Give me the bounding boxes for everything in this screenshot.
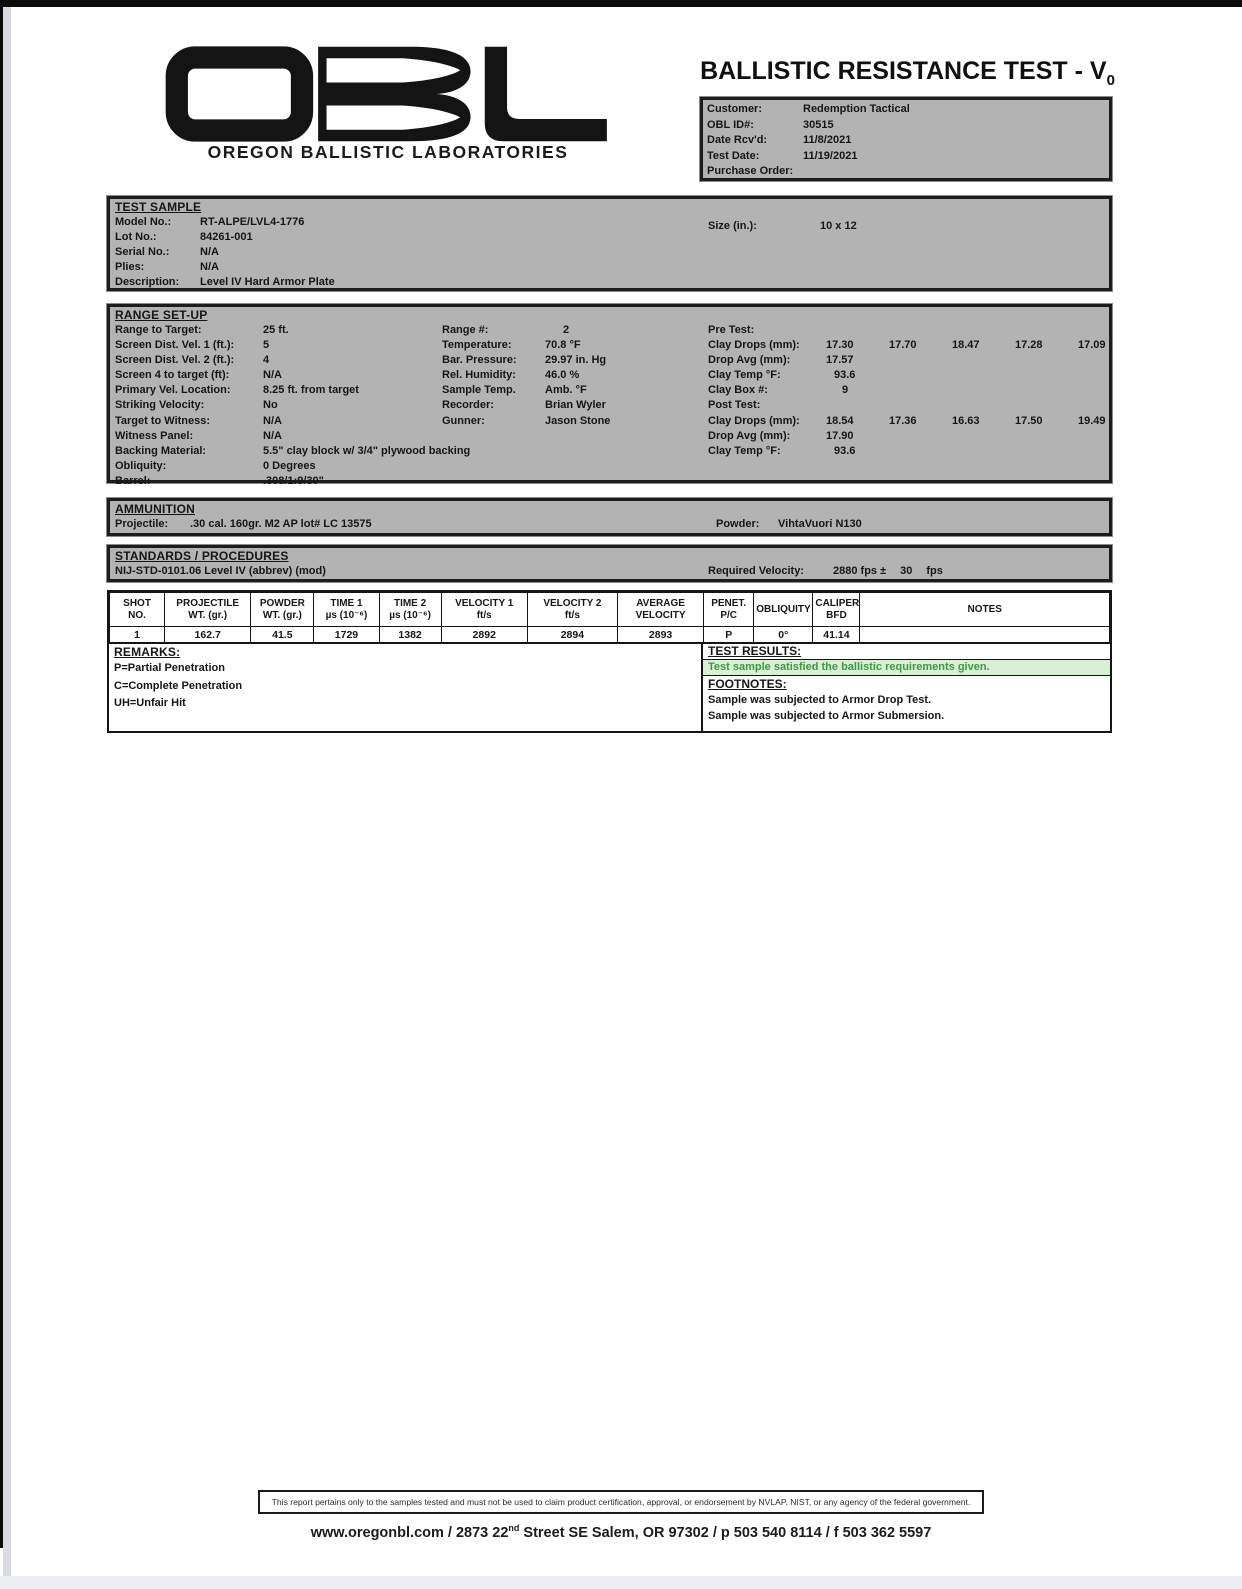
field-value: 84261-001 bbox=[200, 231, 253, 244]
field-label: Temperature: bbox=[442, 339, 512, 352]
field-value: Level IV Hard Armor Plate bbox=[200, 276, 335, 289]
results-panel bbox=[703, 644, 1110, 731]
info-row-date-received bbox=[707, 133, 1105, 149]
col-header-obliquity: OBLIQUITY bbox=[754, 592, 813, 627]
required-velocity-tolerance: 30 bbox=[900, 565, 913, 577]
field-value: N/A bbox=[200, 246, 219, 259]
field-label: Witness Panel: bbox=[115, 429, 194, 442]
col-header-time-2: TIME 2 µs (10⁻⁶) bbox=[379, 592, 441, 627]
required-velocity-value: 2880 fps ± bbox=[833, 565, 887, 577]
post-drop-avg-row bbox=[708, 429, 1141, 444]
required-velocity-unit: fps bbox=[926, 565, 943, 577]
field-row-description bbox=[115, 275, 1104, 290]
section-heading-range-setup: RANGE SET-UP bbox=[115, 308, 208, 322]
customer-info-box bbox=[700, 97, 1112, 181]
remarks-panel bbox=[109, 644, 703, 731]
field-label: Customer: bbox=[707, 103, 763, 115]
field-value: Amb. °F bbox=[545, 384, 587, 397]
field-row bbox=[442, 353, 610, 368]
report-title bbox=[700, 57, 1115, 89]
section-heading-footnotes: FOOTNOTES: bbox=[708, 677, 787, 691]
report-title-subscript: 0 bbox=[1106, 72, 1115, 89]
field-row bbox=[442, 338, 610, 353]
field-value: 30515 bbox=[803, 118, 834, 131]
field-label: Clay Temp °F: bbox=[708, 369, 781, 382]
remark-line: P=Partial Penetration bbox=[114, 662, 225, 674]
field-value: Redemption Tactical bbox=[803, 103, 910, 115]
field-label: Range to Target: bbox=[115, 324, 202, 336]
field-row bbox=[442, 368, 610, 383]
col-header-velocity-1: VELOCITY 1 ft/s bbox=[441, 592, 527, 627]
clay-drop-value: 16.63 bbox=[952, 414, 980, 427]
field-label: Bar. Pressure: bbox=[442, 354, 517, 367]
field-value: N/A bbox=[263, 429, 282, 442]
field-label: Gunner: bbox=[442, 414, 485, 427]
field-value: 0 Degrees bbox=[263, 459, 316, 472]
col-header-powder-wt: POWDER WT. (gr.) bbox=[251, 592, 314, 627]
field-row-size bbox=[708, 220, 857, 232]
field-label: Model No.: bbox=[115, 216, 172, 228]
remark-line: UH=Unfair Hit bbox=[114, 697, 186, 709]
field-label: Rel. Humidity: bbox=[442, 369, 516, 382]
field-row bbox=[115, 323, 470, 338]
info-row-purchase-order bbox=[707, 164, 1105, 180]
scan-artifact-left-edge bbox=[0, 0, 3, 1548]
field-row bbox=[115, 353, 470, 368]
field-label: Serial No.: bbox=[115, 246, 170, 259]
cell-velocity-1: 2892 bbox=[441, 627, 527, 644]
cell-time-2: 1382 bbox=[379, 627, 441, 644]
field-row-serial-no bbox=[115, 245, 1104, 260]
field-label: Obliquity: bbox=[115, 459, 167, 472]
field-value: 5.5" clay block w/ 3/4" plywood backing bbox=[263, 444, 471, 457]
table-header-row bbox=[109, 592, 1111, 627]
range-setup-middle-column bbox=[442, 323, 610, 429]
pre-clay-temp-row bbox=[708, 368, 1141, 383]
footnote-line: Sample was subjected to Armor Submersion. bbox=[708, 710, 945, 722]
field-label: Sample Temp. bbox=[442, 384, 516, 397]
field-label: Clay Drops (mm): bbox=[708, 414, 800, 427]
clay-drop-value: 17.30 bbox=[826, 339, 854, 352]
field-value: N/A bbox=[263, 414, 282, 427]
company-name: OREGON BALLISTIC LABORATORIES bbox=[207, 142, 569, 162]
cell-penetration: P bbox=[704, 627, 754, 644]
cell-powder-wt: 41.5 bbox=[251, 627, 314, 644]
col-header-penetration: PENET. P/C bbox=[704, 592, 754, 627]
remark-line: C=Complete Penetration bbox=[114, 679, 243, 692]
field-value: .30 cal. 160gr. M2 AP lot# LC 13575 bbox=[190, 518, 372, 530]
field-value: 25 ft. bbox=[263, 324, 289, 336]
field-row bbox=[442, 414, 610, 429]
field-value: 9 bbox=[842, 384, 849, 397]
field-label: Primary Vel. Location: bbox=[115, 384, 231, 397]
field-row bbox=[442, 398, 610, 413]
range-setup-section bbox=[107, 304, 1112, 487]
field-label: Drop Avg (mm): bbox=[708, 429, 791, 442]
field-row bbox=[442, 383, 610, 398]
field-label: Clay Box #: bbox=[708, 384, 768, 397]
section-heading-ammunition: AMMUNITION bbox=[115, 502, 195, 516]
obl-logo-icon bbox=[118, 46, 658, 142]
field-row bbox=[115, 444, 470, 459]
field-row bbox=[115, 459, 470, 474]
clay-drop-value: 17.28 bbox=[1015, 339, 1043, 352]
section-heading-test-sample: TEST SAMPLE bbox=[115, 200, 202, 214]
field-row bbox=[115, 474, 470, 489]
field-label: Range #: bbox=[442, 324, 489, 336]
clay-box-row bbox=[708, 383, 1141, 398]
disclaimer-box: This report pertains only to the samples tested and must not be used to claim product certification, approval, or endorsement by NVLAP. NIST, or any agency of the federal government. bbox=[258, 1490, 984, 1514]
field-value: 93.6 bbox=[834, 369, 856, 382]
clay-drop-value: 19.49 bbox=[1078, 414, 1106, 427]
field-label: Screen 4 to target (ft): bbox=[115, 369, 230, 382]
field-value: 2 bbox=[563, 324, 570, 336]
field-value: 11/8/2021 bbox=[803, 134, 852, 146]
field-value: Jason Stone bbox=[545, 414, 611, 427]
field-label: Recorder: bbox=[442, 399, 494, 412]
field-value: N/A bbox=[263, 369, 282, 382]
footer-address-text: Street SE Salem, OR 97302 / p 503 540 8114 / f 503 362 5597 bbox=[519, 1524, 932, 1541]
scan-artifact-left-shadow bbox=[3, 7, 11, 1589]
clay-drop-value: 17.70 bbox=[889, 339, 917, 352]
field-label: Test Date: bbox=[707, 149, 760, 162]
field-row bbox=[115, 383, 470, 398]
field-row-model-no bbox=[115, 215, 1104, 230]
field-row-required-velocity bbox=[708, 565, 943, 577]
footer-address-text: www.oregonbl.com / 2873 22 bbox=[310, 1524, 509, 1541]
field-label: Plies: bbox=[115, 261, 145, 274]
field-label: Required Velocity: bbox=[708, 565, 804, 577]
ammunition-section bbox=[107, 498, 1112, 536]
field-value: RT-ALPE/LVL4-1776 bbox=[200, 216, 305, 228]
field-row-plies bbox=[115, 260, 1104, 275]
pre-test-label bbox=[708, 323, 1141, 338]
clay-drop-value: 17.09 bbox=[1078, 339, 1106, 352]
col-header-projectile-wt: PROJECTILE WT. (gr.) bbox=[165, 592, 251, 627]
field-value: 17.90 bbox=[826, 429, 854, 442]
field-row bbox=[442, 323, 610, 338]
standard-name: NIJ-STD-0101.06 Level IV (abbrev) (mod) bbox=[115, 565, 326, 577]
standards-section bbox=[107, 545, 1112, 582]
field-value: 5 bbox=[263, 339, 270, 352]
field-value: 8.25 ft. from target bbox=[263, 384, 359, 397]
cell-projectile-wt: 162.7 bbox=[165, 627, 251, 644]
field-value: 93.6 bbox=[834, 444, 856, 457]
info-row-test-date bbox=[707, 149, 1105, 165]
field-label: Projectile: bbox=[115, 518, 169, 530]
cell-obliquity: 0° bbox=[754, 627, 813, 644]
section-heading-remarks: REMARKS: bbox=[114, 645, 181, 659]
post-clay-drops-row bbox=[708, 414, 1141, 429]
info-row-customer bbox=[707, 102, 1105, 118]
test-sample-section bbox=[107, 196, 1112, 291]
field-row bbox=[115, 429, 470, 444]
field-value: No bbox=[263, 399, 278, 412]
field-label: Pre Test: bbox=[708, 324, 755, 336]
clay-drop-value: 18.47 bbox=[952, 339, 980, 352]
footer-address bbox=[0, 1523, 1242, 1541]
field-label: Clay Temp °F: bbox=[708, 444, 781, 457]
field-value: VihtaVuori N130 bbox=[778, 518, 862, 530]
scan-artifact-top-edge bbox=[0, 0, 1242, 7]
field-value: N/A bbox=[200, 261, 219, 274]
remarks-results-section bbox=[107, 642, 1112, 733]
field-label: Striking Velocity: bbox=[115, 399, 205, 412]
cell-notes bbox=[860, 627, 1111, 644]
clay-drop-value: 17.36 bbox=[889, 414, 917, 427]
field-value: 46.0 % bbox=[545, 369, 580, 382]
field-value: 4 bbox=[263, 354, 270, 367]
clay-drop-value: 17.50 bbox=[1015, 414, 1043, 427]
col-header-average-velocity: AVERAGE VELOCITY bbox=[617, 592, 703, 627]
field-value: .308/1:9/30" bbox=[263, 474, 324, 487]
field-label: Drop Avg (mm): bbox=[708, 354, 791, 367]
cell-average-velocity: 2893 bbox=[617, 627, 703, 644]
field-value: Brian Wyler bbox=[545, 399, 606, 412]
cell-shot-no: 1 bbox=[109, 627, 165, 644]
col-header-caliper-bfd: CALIPER BFD bbox=[813, 592, 860, 627]
field-label: Screen Dist. Vel. 2 (ft.): bbox=[115, 354, 235, 367]
field-label: Size (in.): bbox=[708, 220, 757, 232]
field-label: Purchase Order: bbox=[707, 165, 794, 177]
field-row bbox=[115, 398, 470, 413]
section-heading-test-results: TEST RESULTS: bbox=[703, 644, 1110, 660]
range-setup-clay-column bbox=[708, 323, 1141, 459]
footer-address-superscript: nd bbox=[508, 1523, 520, 1533]
field-row bbox=[115, 338, 470, 353]
field-label: Date Rcv'd: bbox=[707, 134, 768, 146]
footnote-line: Sample was subjected to Armor Drop Test. bbox=[708, 694, 932, 706]
field-label: Powder: bbox=[716, 518, 760, 530]
field-value: 70.8 °F bbox=[545, 339, 581, 352]
cell-caliper-bfd: 41.14 bbox=[813, 627, 860, 644]
scan-artifact-bottom-shadow bbox=[0, 1576, 1242, 1589]
shot-data-table bbox=[107, 590, 1112, 645]
field-value: 29.97 in. Hg bbox=[545, 354, 607, 367]
field-row-lot-no bbox=[115, 230, 1104, 245]
field-row bbox=[115, 414, 470, 429]
post-clay-temp-row bbox=[708, 444, 1141, 459]
col-header-notes: NOTES bbox=[860, 592, 1111, 627]
cell-time-1: 1729 bbox=[314, 627, 379, 644]
field-value: 10 x 12 bbox=[820, 220, 857, 232]
col-header-time-1: TIME 1 µs (10⁻⁶) bbox=[314, 592, 379, 627]
table-row-shot-1 bbox=[109, 627, 1111, 644]
field-row-projectile bbox=[115, 517, 1104, 532]
range-setup-left-column bbox=[115, 323, 470, 489]
field-row bbox=[115, 368, 470, 383]
field-label: Screen Dist. Vel. 1 (ft.): bbox=[115, 339, 235, 352]
clay-drop-value: 18.54 bbox=[826, 414, 854, 427]
cell-velocity-2: 2894 bbox=[527, 627, 617, 644]
field-row-powder bbox=[716, 518, 862, 530]
field-label: Target to Witness: bbox=[115, 414, 211, 427]
info-row-obl-id bbox=[707, 118, 1105, 134]
field-label: Description: bbox=[115, 276, 180, 289]
field-label: Backing Material: bbox=[115, 444, 207, 457]
field-label: Lot No.: bbox=[115, 231, 157, 244]
field-value: 17.57 bbox=[826, 354, 854, 367]
col-header-velocity-2: VELOCITY 2 ft/s bbox=[527, 592, 617, 627]
test-result-text: Test sample satisfied the ballistic requirements given. bbox=[703, 660, 1110, 676]
pre-clay-drops-row bbox=[708, 338, 1141, 353]
pre-drop-avg-row bbox=[708, 353, 1141, 368]
post-test-label bbox=[708, 398, 1141, 413]
field-label: OBL ID#: bbox=[707, 118, 754, 131]
report-title-text: BALLISTIC RESISTANCE TEST - V bbox=[700, 57, 1107, 85]
field-label: Clay Drops (mm): bbox=[708, 339, 800, 352]
field-label: Post Test: bbox=[708, 399, 761, 412]
field-value: 11/19/2021 bbox=[803, 149, 858, 162]
col-header-shot-no: SHOT NO. bbox=[109, 592, 165, 627]
section-heading-standards: STANDARDS / PROCEDURES bbox=[115, 549, 289, 563]
field-label: Barrel: bbox=[115, 474, 151, 487]
